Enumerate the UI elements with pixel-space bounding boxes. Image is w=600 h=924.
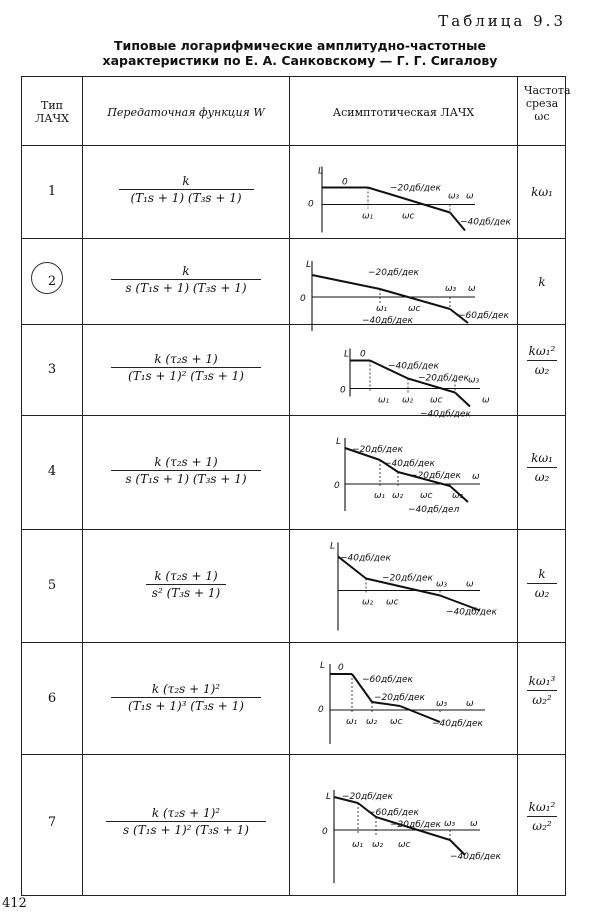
svg-text:0: 0 — [342, 177, 348, 188]
table-row — [22, 755, 565, 895]
cutoff-frequency: kω₁ — [531, 185, 553, 199]
svg-text:ω: ω — [470, 819, 478, 829]
svg-text:ω₃: ω₃ — [436, 579, 448, 590]
svg-text:L: L — [344, 349, 350, 360]
cutoff-frequency: k — [538, 275, 546, 289]
header-type: Тип ЛАЧХ — [35, 99, 69, 125]
svg-text:−40дб/дек: −40дб/дек — [450, 852, 501, 862]
svg-text:ωc: ωc — [390, 717, 403, 727]
row-number: 6 — [47, 691, 57, 706]
svg-text:0: 0 — [340, 385, 346, 396]
row-number: 1 — [47, 184, 57, 199]
svg-text:ω: ω — [482, 395, 490, 406]
svg-text:0: 0 — [334, 481, 340, 491]
row-number: 4 — [47, 464, 57, 479]
cutoff-frequency: k ω₂ — [518, 566, 566, 601]
lafc-graph — [290, 416, 516, 529]
svg-text:ωc: ωc — [420, 491, 433, 501]
svg-text:ωc: ωc — [398, 840, 411, 850]
svg-text:−20дб/дек: −20дб/дек — [368, 268, 419, 278]
svg-text:ω₃: ω₃ — [445, 284, 457, 294]
svg-text:−20дб/дек: −20дб/дек — [410, 471, 461, 481]
svg-text:ωc: ωc — [408, 304, 421, 314]
row-number: 7 — [47, 815, 57, 830]
svg-text:ωc: ωc — [402, 211, 415, 222]
transfer-function: k s (T₁s + 1) (T₃s + 1) — [83, 263, 289, 296]
svg-text:ω₃: ω₃ — [448, 191, 460, 202]
svg-text:ω₃: ω₃ — [444, 819, 456, 829]
svg-text:0: 0 — [322, 827, 328, 837]
svg-text:−60дб/дек: −60дб/дек — [362, 675, 413, 685]
table-row — [22, 146, 565, 238]
svg-text:−40дб/дек: −40дб/дек — [446, 607, 497, 618]
lafc-graph — [290, 643, 516, 756]
svg-text:−20дб/дек: −20дб/дек — [382, 573, 433, 584]
svg-text:0: 0 — [300, 294, 306, 304]
caption-line-1: Типовые логарифмические амплитудно-частотные — [114, 38, 486, 53]
svg-text:L: L — [320, 661, 326, 671]
table-label: Таблица 9.3 — [438, 12, 566, 30]
svg-text:ω: ω — [466, 191, 474, 202]
svg-text:−60дб/дек: −60дб/дек — [368, 808, 419, 818]
svg-text:ω₂: ω₂ — [392, 491, 404, 501]
svg-text:ω: ω — [472, 472, 480, 482]
svg-text:ω₃: ω₃ — [436, 699, 448, 709]
cutoff-frequency: kω₁² ω₂ — [528, 344, 556, 377]
svg-text:ω₂: ω₂ — [402, 395, 414, 406]
svg-text:−20дб/дек: −20дб/дек — [352, 445, 403, 455]
svg-text:ω: ω — [466, 579, 474, 590]
svg-text:−40дб/дек: −40дб/дек — [362, 316, 413, 326]
transfer-function: k (τ₂s + 1) s² (T₃s + 1) — [83, 568, 289, 601]
svg-text:0: 0 — [338, 663, 344, 673]
svg-text:−40дб/дек: −40дб/дек — [384, 459, 435, 469]
svg-text:ω₃: ω₃ — [452, 491, 464, 501]
row-number: 5 — [47, 578, 57, 593]
svg-text:−40дб/дек: −40дб/дек — [388, 361, 439, 372]
svg-text:ωc: ωc — [386, 597, 399, 608]
svg-text:ω: ω — [468, 284, 476, 294]
svg-text:ω₂: ω₂ — [366, 717, 378, 727]
header-asymptotic-lafc: Асимптотическая ЛАЧХ — [332, 106, 475, 119]
table-row — [22, 416, 565, 529]
svg-text:−40дб/дек: −40дб/дек — [432, 719, 483, 729]
table-row — [22, 325, 565, 420]
svg-text:0: 0 — [360, 349, 366, 360]
row-number: 2 — [47, 274, 57, 289]
svg-text:−40дб/дек: −40дб/дек — [420, 409, 471, 420]
transfer-function: k (τ₂s + 1) s (T₁s + 1) (T₃s + 1) — [83, 454, 289, 487]
svg-text:L: L — [330, 541, 336, 552]
svg-text:−20дб/дек: −20дб/дек — [418, 373, 469, 384]
svg-text:L: L — [326, 792, 332, 802]
svg-text:0: 0 — [308, 199, 314, 210]
svg-text:L: L — [336, 437, 342, 447]
svg-text:−20дб/дек: −20дб/дек — [390, 183, 441, 194]
page-number: 412 — [2, 896, 27, 911]
svg-text:ω₁: ω₁ — [352, 840, 364, 850]
svg-text:ω: ω — [466, 699, 474, 709]
lafc-graph — [290, 755, 516, 895]
cutoff-frequency: kω₁³ ω₂² — [528, 674, 556, 707]
svg-text:0: 0 — [318, 705, 324, 715]
cutoff-frequency: kω₁² ω₂² — [528, 800, 556, 833]
cutoff-frequency: kω₁ ω₂ — [518, 450, 566, 485]
transfer-function: k (T₁s + 1) (T₃s + 1) — [83, 173, 289, 206]
transfer-function: k (τ₂s + 1) (T₁s + 1)² (T₃s + 1) — [83, 351, 289, 384]
caption-line-2: характеристики по Е. А. Санковскому — Г. Г. Сигалову — [102, 53, 498, 68]
header-transfer-function: Передаточная функция W — [107, 106, 265, 119]
svg-text:ω₁: ω₁ — [374, 491, 386, 501]
transfer-function: k (τ₂s + 1)² (T₁s + 1)³ (T₃s + 1) — [83, 681, 289, 714]
lafc-graph — [290, 530, 516, 643]
svg-text:ω₁: ω₁ — [376, 304, 388, 314]
svg-text:−20дб/дек: −20дб/дек — [342, 792, 393, 802]
row-number: 3 — [47, 362, 57, 377]
svg-text:−20дб/дек: −20дб/дек — [374, 693, 425, 703]
svg-text:L: L — [306, 260, 312, 270]
handwritten-circle-mark — [31, 262, 63, 294]
svg-text:−20дб/дек: −20дб/дек — [390, 820, 441, 830]
svg-text:−60дб/дек: −60дб/дек — [458, 311, 509, 321]
transfer-function: k (τ₂s + 1)² s (T₁s + 1)² (T₃s + 1) — [83, 805, 289, 838]
lafc-table — [21, 76, 571, 896]
svg-text:L: L — [318, 166, 324, 177]
svg-text:ω₂: ω₂ — [362, 597, 374, 608]
svg-text:−40дб/дел: −40дб/дел — [408, 505, 460, 515]
table-row — [22, 643, 565, 754]
svg-text:ω₁: ω₁ — [378, 395, 390, 406]
table-row — [22, 530, 565, 642]
table-caption — [0, 38, 600, 68]
header-cutoff-frequency: Частота среза ωc — [524, 84, 571, 123]
svg-text:−40дб/дек: −40дб/дек — [340, 553, 391, 564]
svg-text:ω₃: ω₃ — [468, 375, 480, 386]
svg-text:ω₁: ω₁ — [346, 717, 358, 727]
svg-text:ω₂: ω₂ — [372, 840, 384, 850]
table-row — [22, 239, 565, 324]
svg-text:ω₁: ω₁ — [362, 211, 374, 222]
svg-text:ωc: ωc — [430, 395, 443, 406]
svg-text:−40дб/дек: −40дб/дек — [460, 217, 511, 228]
